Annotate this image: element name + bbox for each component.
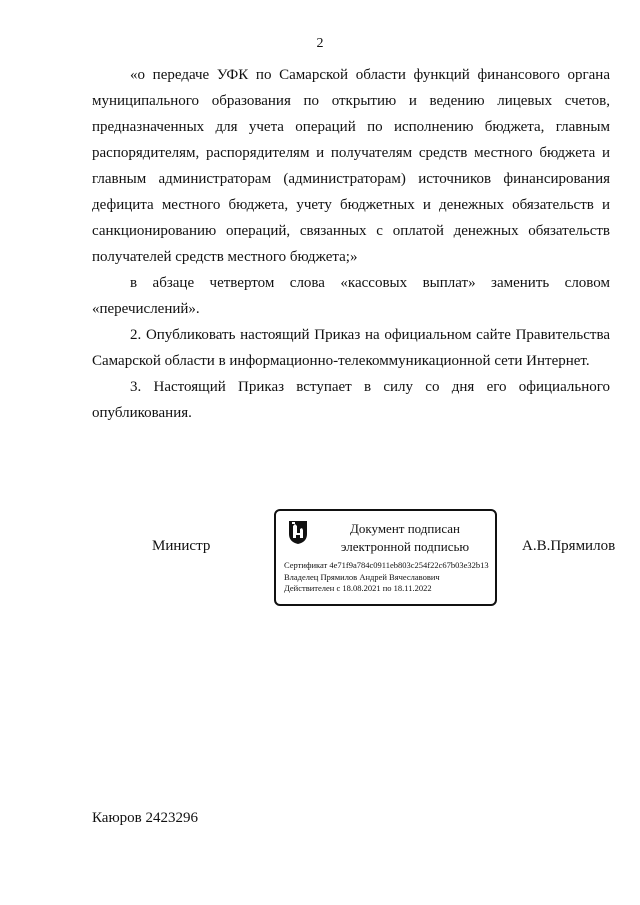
paragraph-item-2: 2. Опубликовать настоящий Приказ на официальном сайте Правительства Самарской области в информационно-телекоммуникационной сети Интернет.: [92, 327, 610, 369]
paragraph-amendment: в абзаце четвертом слова «кассовых выплат» заменить словом «перечислений».: [92, 275, 610, 317]
signer-name: А.В.Прямилов: [522, 538, 616, 554]
signer-position: Министр: [152, 538, 211, 554]
electronic-signature-stamp: [274, 509, 497, 606]
stamp-title-line-2: электронной подписью: [340, 539, 470, 554]
stamp-owner: Владелец Прямилов Андрей Вячеславович: [284, 571, 440, 582]
document-body: [92, 62, 610, 426]
samara-coat-of-arms-icon: [288, 520, 308, 545]
stamp-validity: Действителен с 18.08.2021 по 18.11.2022: [284, 583, 432, 593]
page-number: 2: [316, 36, 324, 51]
stamp-title-line-1: Документ подписан: [350, 521, 460, 536]
paragraph-item-3: 3. Настоящий Приказ вступает в силу со дня его официального опубликования.: [92, 379, 610, 421]
stamp-certificate: Сертификат 4e71f9a784c0911eb803c254f22c67b03e32b13: [284, 560, 489, 570]
executor-info: Каюров 2423296: [92, 810, 199, 826]
paragraph-quoted-title: «о передаче УФК по Самарской области функций финансового органа муниципального образования по открытию и ведению лицевых счетов, предназначенных для учета операций по исполнению бюджета, главным распорядителям, распорядителям и получателям средств местного бюджета и главным администраторам (администраторам) источников финансирования дефицита местного бюджета, учету бюджетных и денежных обязательств и санкционированию операций, связанных с оплатой денежных обязательств получателей средств местного бюджета;»: [92, 67, 610, 265]
